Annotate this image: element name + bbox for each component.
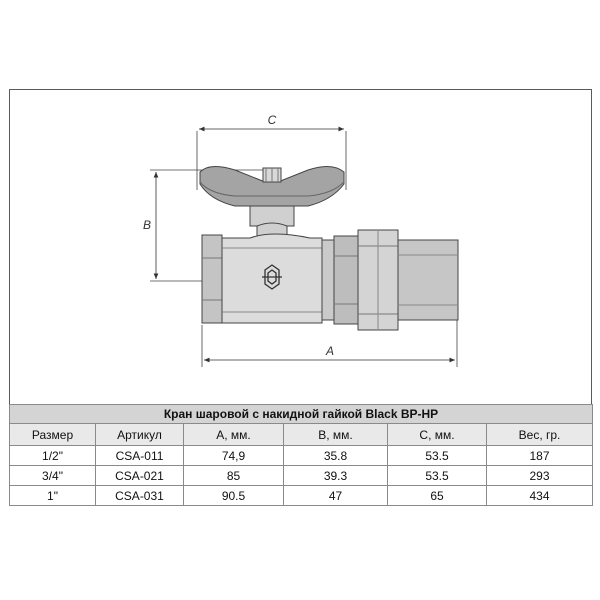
technical-drawing-frame — [9, 89, 592, 405]
table-row — [10, 446, 593, 466]
valve-body — [202, 230, 458, 330]
table-row — [10, 486, 593, 506]
dimension-c-label: C — [267, 113, 277, 127]
table-row — [10, 466, 593, 486]
column-header-weight: Вес, гр. — [487, 424, 593, 446]
cell-size: 1" — [10, 486, 96, 506]
cell-c: 53.5 — [388, 446, 487, 466]
column-header-a: А, мм. — [184, 424, 284, 446]
cell-weight: 293 — [487, 466, 593, 486]
column-header-size: Размер — [10, 424, 96, 446]
cell-article: CSA-021 — [96, 466, 184, 486]
cell-b: 47 — [284, 486, 388, 506]
cell-a: 74,9 — [184, 446, 284, 466]
cell-article: CSA-011 — [96, 446, 184, 466]
cell-weight: 187 — [487, 446, 593, 466]
specification-table — [9, 404, 593, 506]
column-header-c: С, мм. — [388, 424, 487, 446]
cell-b: 39.3 — [284, 466, 388, 486]
table-title: Кран шаровой с накидной гайкой Black BP-HP — [10, 405, 593, 424]
cell-a: 90.5 — [184, 486, 284, 506]
valve-technical-drawing — [10, 90, 593, 406]
column-header-article: Артикул — [96, 424, 184, 446]
cell-b: 35.8 — [284, 446, 388, 466]
cell-article: CSA-031 — [96, 486, 184, 506]
table-header-row — [10, 424, 593, 446]
cell-size: 3/4" — [10, 466, 96, 486]
table-title-row — [10, 405, 593, 424]
cell-size: 1/2" — [10, 446, 96, 466]
cell-c: 65 — [388, 486, 487, 506]
dimension-b-label: B — [142, 218, 152, 232]
cell-c: 53.5 — [388, 466, 487, 486]
cell-weight: 434 — [487, 486, 593, 506]
column-header-b: В, мм. — [284, 424, 388, 446]
cell-a: 85 — [184, 466, 284, 486]
butterfly-handle — [200, 166, 344, 236]
dimension-a-label: A — [325, 344, 335, 358]
